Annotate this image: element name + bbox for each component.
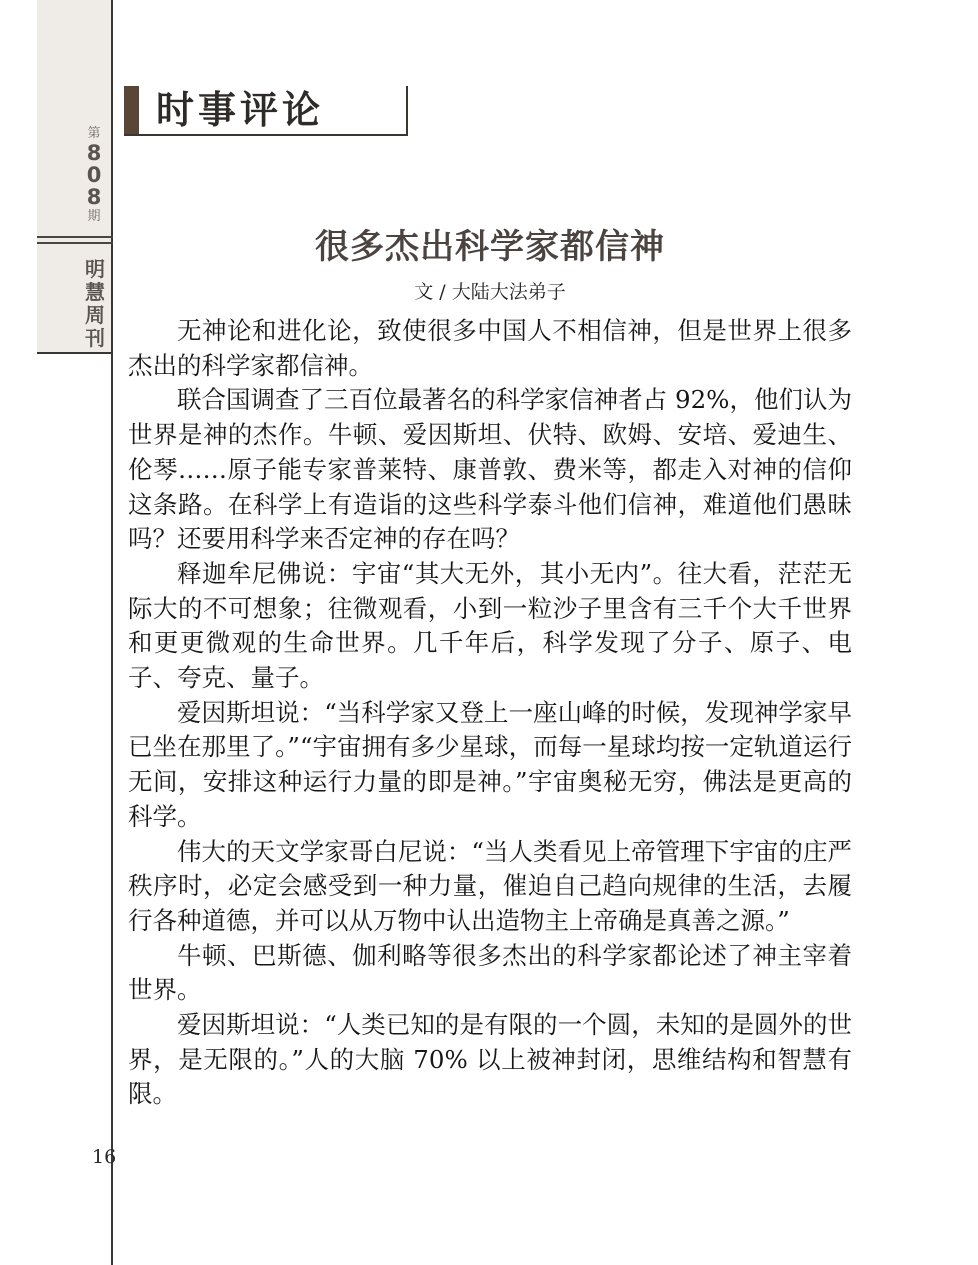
article-paragraph: 释迦牟尼佛说：宇宙“其大无外，其小无内”。往大看，茫茫无际大的不可想象；往微观看，小到一粒沙子里含有三千个大千世界和更更微观的生命世界。几千年后，科学发现了分子、原子、电子、夸克、量子。 [128,558,852,693]
article-title: 很多杰出科学家都信神 [315,227,665,267]
article-paragraph: 无神论和进化论，致使很多中国人不相信神，但是世界上很多杰出的科学家都信神。 [128,316,852,380]
issue-digit: 0 [86,163,102,187]
sidebar-divider [37,236,113,238]
article-paragraph: 联合国调查了三百位最著名的科学家信神者占 92%，他们认为世界是神的杰作。牛顿、爱因斯坦、伏特、欧姆、安培、爱迪生、伦琴……原子能专家普莱特、康普敦、费米等，都走入对神的信仰这条路。在科学上有造诣的这些科学泰斗他们信神，难道他们愚昧吗？还要用科学来否定神的存在吗？ [128,385,852,554]
issue-prefix: 第 [87,126,101,141]
issue-digit: 8 [86,185,102,209]
article-body [128,314,852,1112]
article-paragraph: 爱因斯坦说：“当科学家又登上一座山峰的时候，发现神学家早已坐在那里了。”“宇宙拥有多少星球，而每一星球均按一定轨道运行无间，安排这种运行力量的即是神。”宇宙奥秘无穷，佛法是更高的科学。 [128,697,852,831]
page-number: 16 [92,1146,117,1168]
article-byline: 文 / 大陆大法弟子 [414,281,566,303]
margin-rule [111,0,113,1265]
issue-label [77,125,111,225]
sidebar-divider [37,242,113,244]
article-paragraph: 爱因斯坦说：“人类已知的是有限的一个圆，未知的是圆外的世界，是无限的。”人的大脑 70% 以上被神封闭，思维结构和智慧有限。 [128,1010,852,1109]
sidebar-bottom-rule [37,352,113,354]
article-paragraph: 牛顿、巴斯德、伽利略等很多杰出的科学家都论述了神主宰着世界。 [128,940,852,1005]
section-header [124,86,408,136]
issue-digit: 8 [86,141,102,165]
section-title: 时事评论 [156,88,325,132]
magazine-name: 明慧周刊 [85,257,105,350]
section-bar [124,86,139,134]
article-paragraph: 伟大的天文学家哥白尼说：“当人类看见上帝管理下宇宙的庄严秩序时，必定会感受到一种力量，催迫自己趋向规律的生活，去履行各种道德，并可以从万物中认出造物主上帝确是真善之源。” [128,836,852,935]
issue-suffix: 期 [87,209,101,224]
